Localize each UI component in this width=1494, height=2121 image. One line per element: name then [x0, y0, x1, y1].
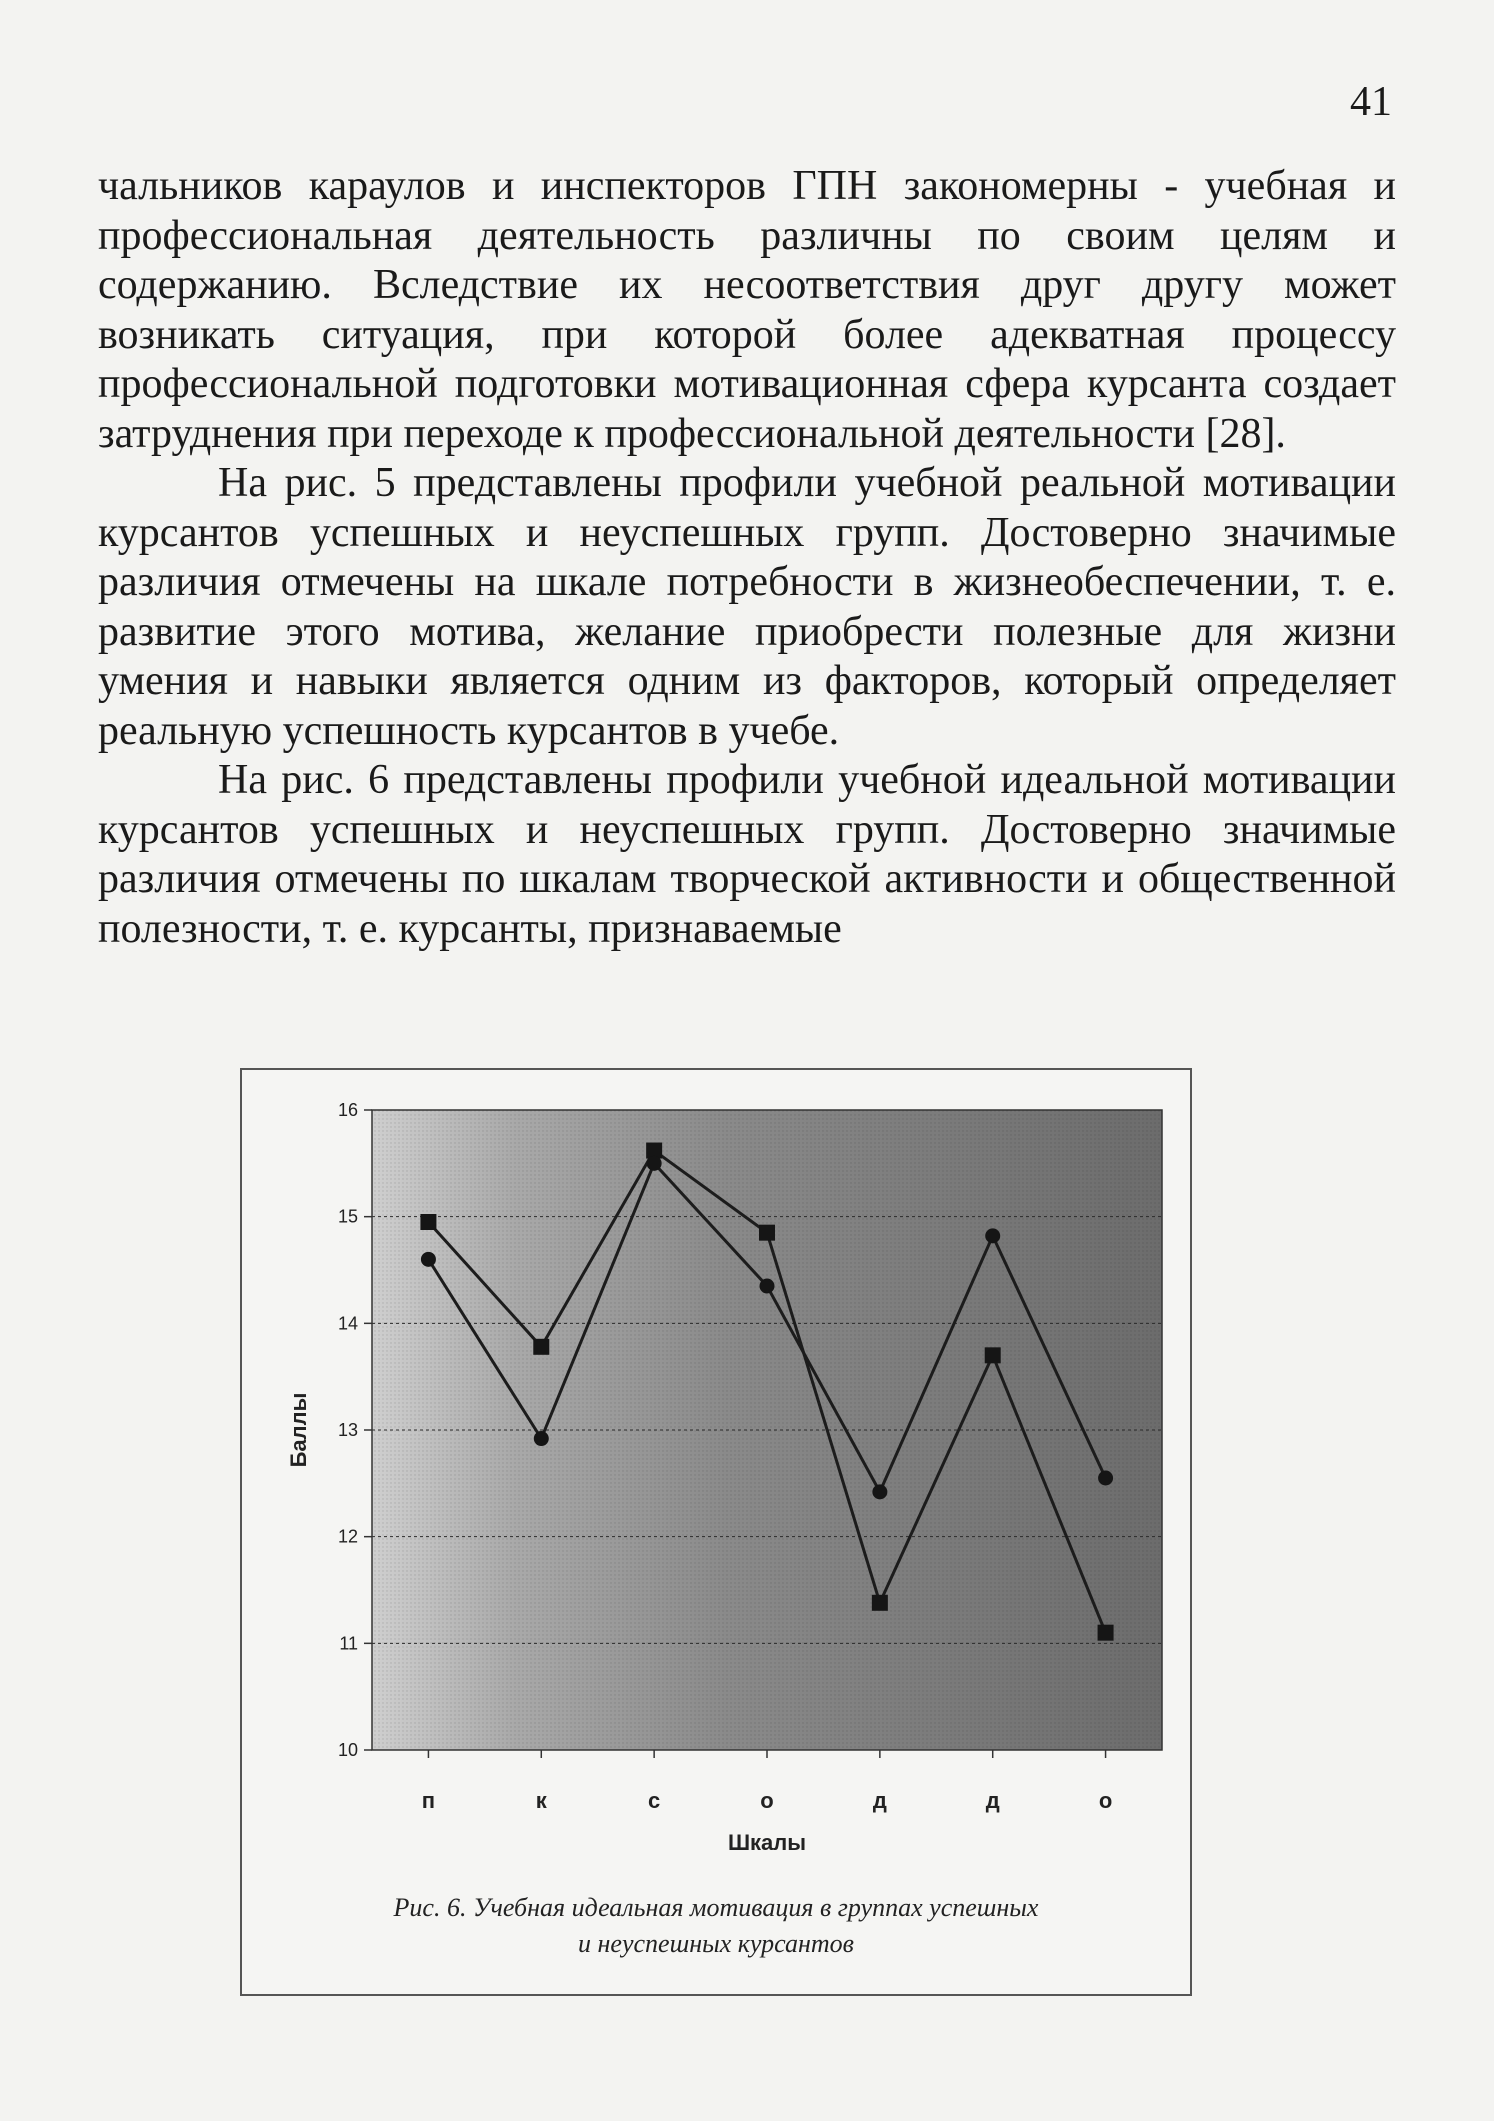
y-tick-label: 12 — [337, 1526, 358, 1547]
data-point-square — [759, 1225, 775, 1241]
caption-line-2: и неуспешных курсантов — [578, 1929, 854, 1958]
x-ticks — [422, 1750, 1113, 1813]
figure-caption — [242, 1890, 1190, 1962]
y-tick-label: 15 — [337, 1206, 358, 1227]
y-tick-label: 11 — [339, 1633, 358, 1654]
x-tick-label: с — [648, 1788, 661, 1813]
data-point-square — [872, 1595, 888, 1611]
x-tick-label: п — [421, 1788, 436, 1813]
paragraph-2: На рис. 5 представлены профили учебной реальной мотивации курсантов успешных и неуспешных групп. Достоверно значимые различия отмечены на шкале потребности в жизнеобеспечении, т. е. развитие этого мотива, желание приобрести полезные для жизни умения и навыки является одним из факторов, который определяет реальную успешность курсантов в учебе. — [98, 460, 1396, 754]
x-axis-label: Шкалы — [727, 1830, 807, 1855]
figure-frame — [240, 1068, 1192, 1996]
data-point-circle — [534, 1431, 549, 1446]
paragraph-3: На рис. 6 представлены профили учебной идеальной мотивации курсантов успешных и неуспешных групп. Достоверно значимые различия отмечены по шкалам творческой активности и общественной полезности, т. е. курсанты, признаваемые — [98, 757, 1396, 952]
x-tick-label: д — [872, 1788, 887, 1813]
data-point-circle — [1098, 1471, 1113, 1486]
data-point-circle — [985, 1228, 1000, 1243]
y-axis-label: Баллы — [286, 1392, 311, 1468]
data-point-circle — [872, 1484, 887, 1499]
data-point-square — [533, 1339, 549, 1355]
y-tick-label: 10 — [337, 1740, 358, 1760]
caption-line-1: Рис. 6. Учебная идеальная мотивация в группах успешных — [393, 1893, 1039, 1922]
data-point-square — [1098, 1625, 1114, 1641]
paragraph-1: чальников караулов и инспекторов ГПН закономерны - учебная и профессиональная деятельность различны по своим целям и содержанию. Вследствие их несоответствия друг другу может возникать ситуация, при которой более адекватная процессу профессиональной подготовки мотивационная сфера курсанта создает затруднения при переходе к профессиональной деятельности [28]. — [98, 163, 1396, 457]
page-number: 41 — [1350, 79, 1392, 125]
y-tick-label: 13 — [337, 1420, 358, 1440]
body-text — [98, 162, 1396, 954]
data-point-square — [985, 1347, 1001, 1363]
data-point-circle — [421, 1252, 436, 1267]
y-tick-label: 14 — [337, 1313, 358, 1334]
x-tick-label: о — [760, 1788, 774, 1813]
motivation-line-chart — [242, 1070, 1190, 1870]
data-point-square — [420, 1214, 436, 1230]
x-tick-label: к — [535, 1788, 547, 1813]
x-tick-label: д — [985, 1788, 1000, 1813]
y-ticks — [338, 1100, 372, 1760]
data-point-circle — [760, 1279, 775, 1294]
y-tick-label: 16 — [337, 1100, 358, 1120]
x-tick-label: о — [1098, 1788, 1113, 1813]
data-point-circle — [647, 1156, 662, 1171]
plot-texture — [372, 1110, 1162, 1750]
